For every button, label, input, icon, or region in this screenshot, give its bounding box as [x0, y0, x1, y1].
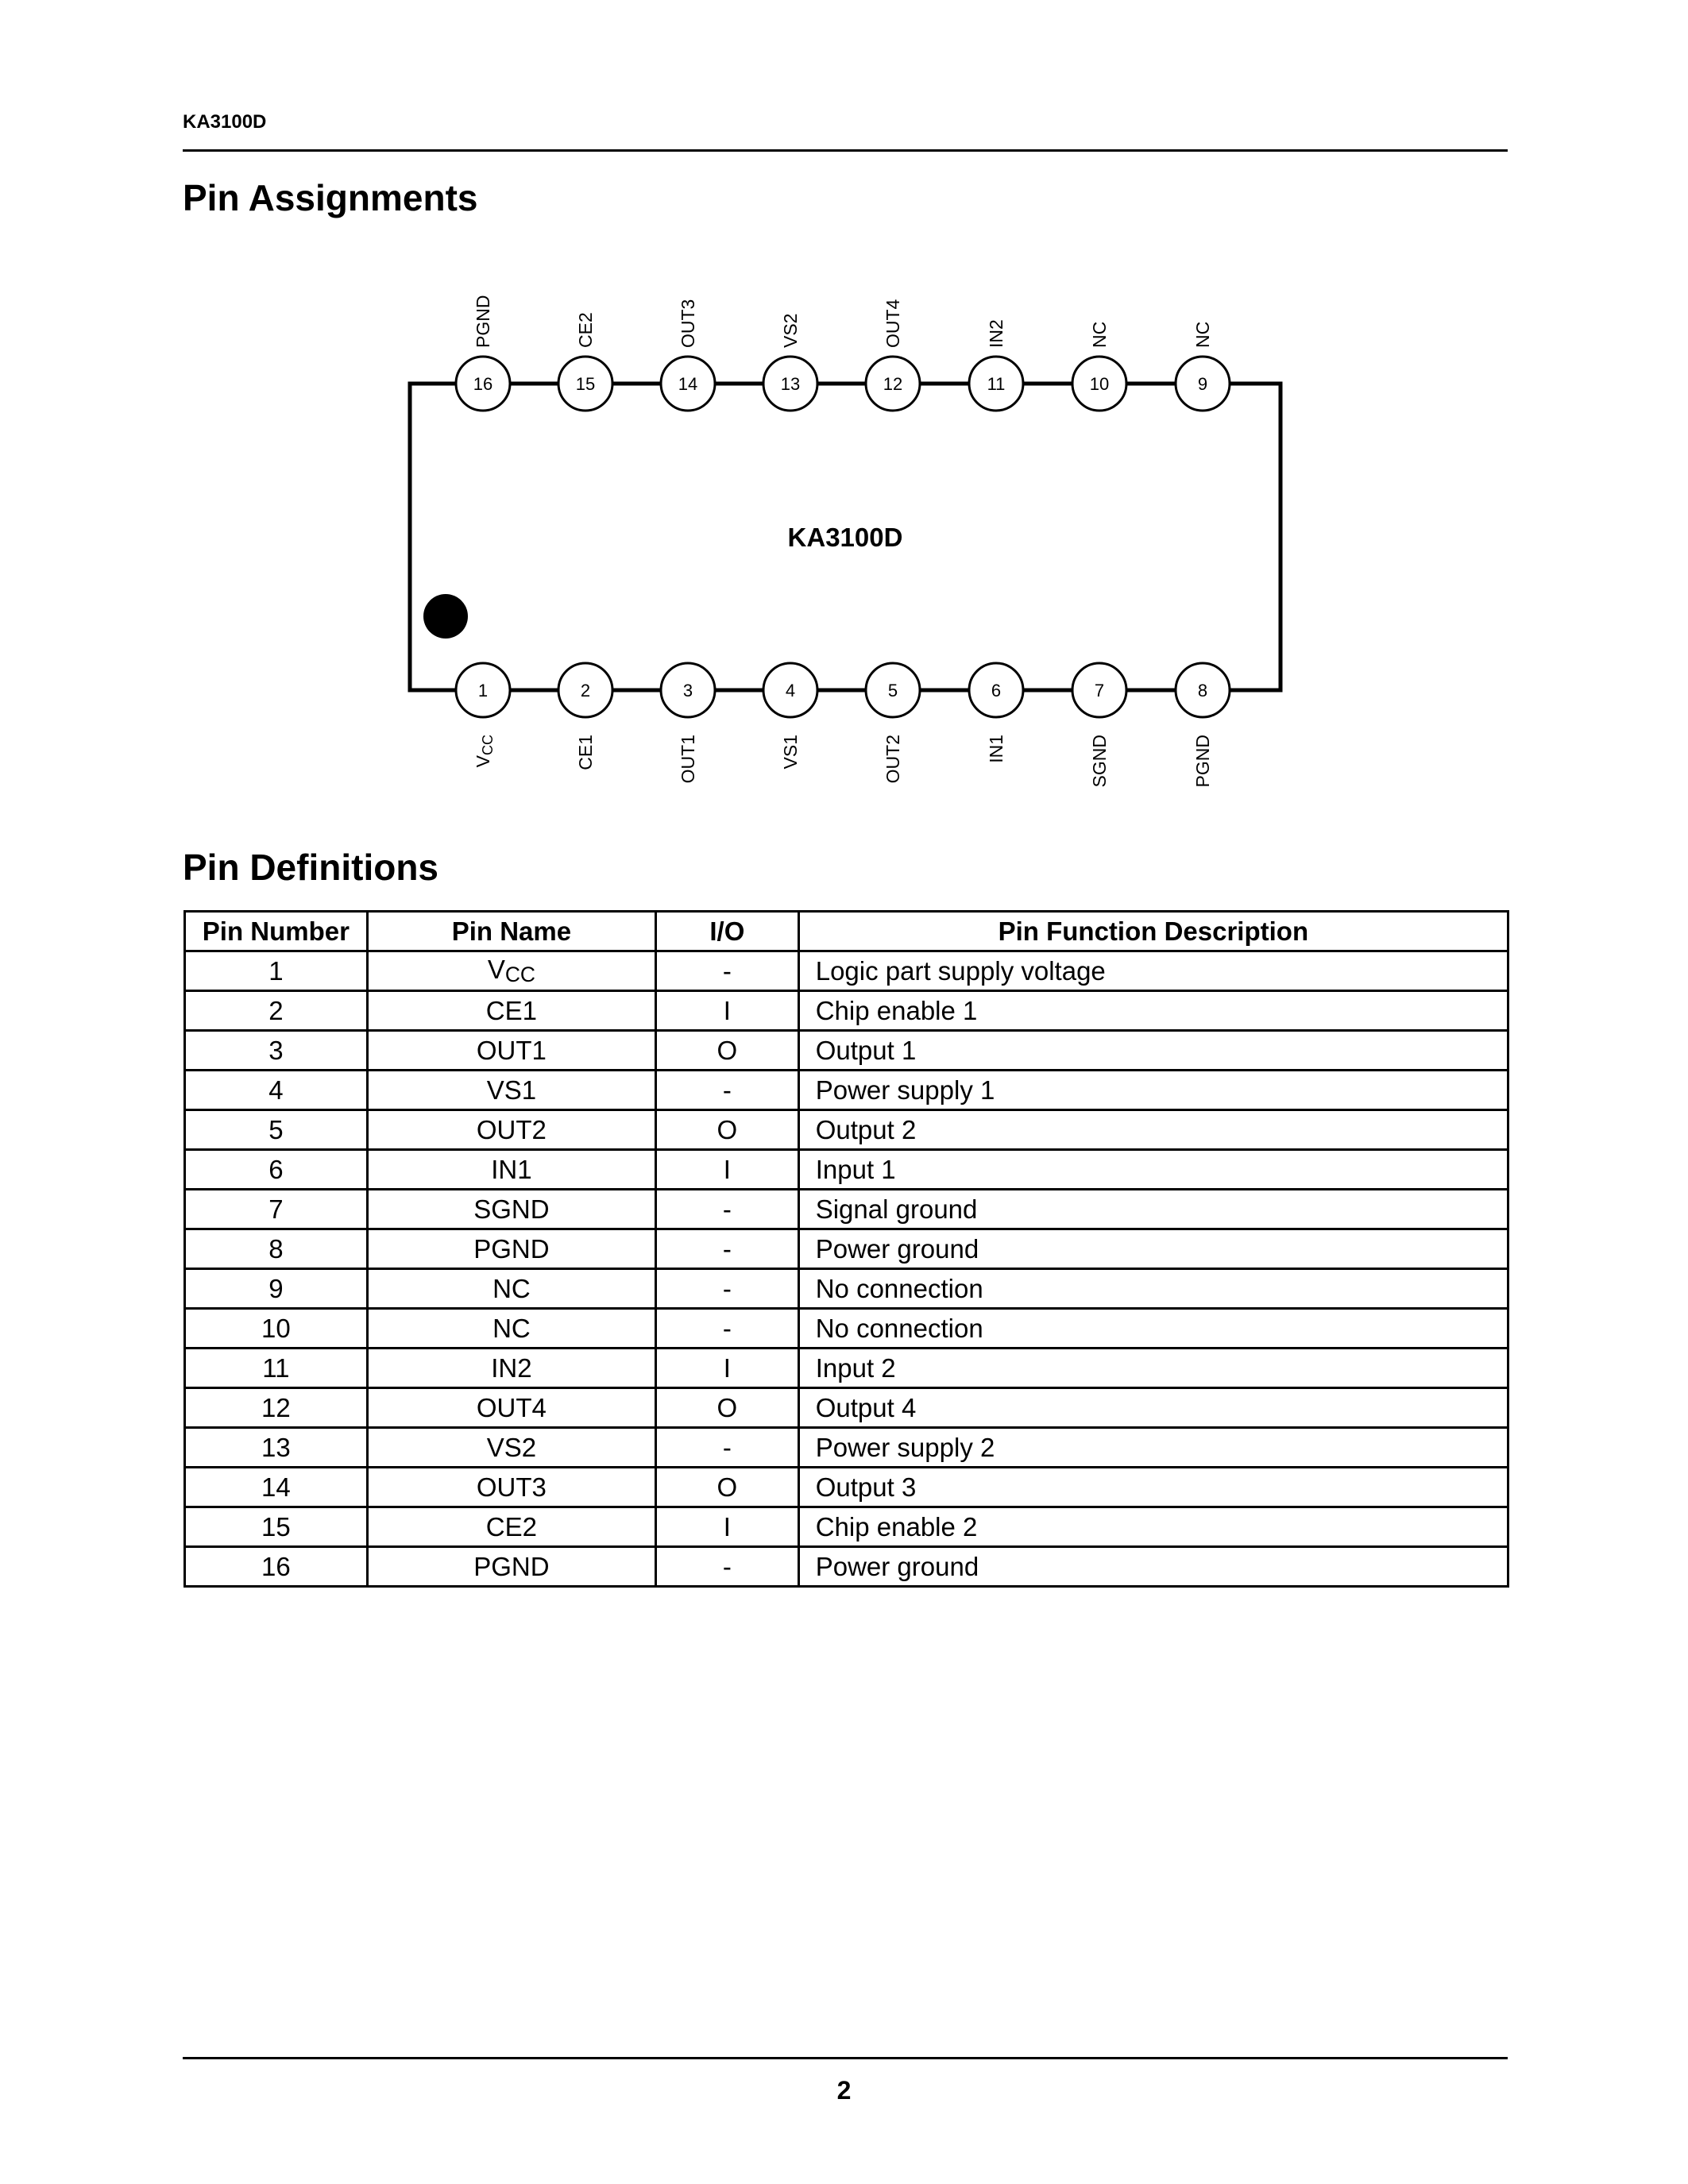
cell-description: Input 2	[798, 1349, 1508, 1388]
pin-name-label: OUT3	[678, 299, 698, 348]
pin-16	[456, 295, 510, 411]
pin-assignment-diagram	[0, 0, 1688, 826]
cell-io: -	[656, 1269, 799, 1309]
cell-pin-name: PGND	[367, 1229, 655, 1269]
cell-pin-number: 8	[185, 1229, 368, 1269]
cell-description: Signal ground	[798, 1190, 1508, 1229]
pin-number-label: 6	[991, 681, 1002, 700]
pin-4	[763, 663, 817, 769]
pin-assignments-title: Pin Assignments	[183, 177, 478, 218]
pin-name-label: NC	[1192, 321, 1213, 348]
cell-description: No connection	[798, 1309, 1508, 1349]
table-row	[185, 1428, 1508, 1468]
bottom-pin-row	[456, 663, 1230, 787]
cell-io: -	[656, 1229, 799, 1269]
pin-name-label: IN1	[986, 735, 1006, 763]
top-pin-row	[456, 295, 1230, 411]
pin-15	[558, 312, 612, 411]
table-row	[185, 1071, 1508, 1110]
cell-io: -	[656, 1547, 799, 1587]
col-header-pin-number: Pin Number	[185, 912, 368, 951]
cell-pin-name: VS1	[367, 1071, 655, 1110]
col-header-pin-name: Pin Name	[367, 912, 655, 951]
cell-pin-number: 6	[185, 1150, 368, 1190]
pin-11	[969, 319, 1023, 411]
pin-6	[969, 663, 1023, 763]
cell-io: -	[656, 1190, 799, 1229]
pin-name-label: VS2	[780, 313, 801, 348]
pin-number-label: 11	[987, 374, 1006, 394]
table-row	[185, 1269, 1508, 1309]
cell-io: I	[656, 1150, 799, 1190]
table-header-row	[185, 912, 1508, 951]
cell-pin-number: 14	[185, 1468, 368, 1507]
pin-number-label: 4	[785, 681, 796, 700]
pin-name-label: PGND	[1192, 735, 1213, 788]
table-row	[185, 1150, 1508, 1190]
cell-io: O	[656, 1110, 799, 1150]
cell-description: Input 1	[798, 1150, 1508, 1190]
cell-io: O	[656, 1388, 799, 1428]
col-header-description: Pin Function Description	[798, 912, 1508, 951]
cell-pin-number: 9	[185, 1269, 368, 1309]
cell-pin-number: 13	[185, 1428, 368, 1468]
pin-number-label: 15	[575, 374, 596, 394]
pin-name-label: OUT4	[883, 299, 903, 348]
cell-io: -	[656, 951, 799, 991]
cell-pin-name: $V_{CC}$	[367, 951, 655, 991]
table-row	[185, 1349, 1508, 1388]
cell-pin-name: OUT3	[367, 1468, 655, 1507]
cell-description: Chip enable 2	[798, 1507, 1508, 1547]
pin-number-label: 13	[780, 374, 801, 394]
cell-pin-number: 16	[185, 1547, 368, 1587]
pin-name-label: PGND	[473, 295, 493, 348]
pin-name-label: NC	[1089, 321, 1110, 348]
cell-description: Power supply 2	[798, 1428, 1508, 1468]
pin-7	[1072, 663, 1126, 787]
table-row	[185, 1190, 1508, 1229]
header-part-number: KA3100D	[183, 111, 267, 133]
cell-description: No connection	[798, 1269, 1508, 1309]
cell-pin-name: NC	[367, 1269, 655, 1309]
pin-3	[661, 663, 715, 783]
pin-definitions-title: Pin Definitions	[183, 847, 438, 888]
pin-name-label: OUT1	[678, 735, 698, 784]
pin-name-label: IN2	[986, 319, 1006, 348]
cell-pin-number: 12	[185, 1388, 368, 1428]
pin-8	[1176, 663, 1230, 787]
pin-definitions-table	[183, 910, 1509, 1588]
cell-description: Power ground	[798, 1547, 1508, 1587]
pin-10	[1072, 322, 1126, 411]
cell-pin-number: 11	[185, 1349, 368, 1388]
cell-pin-number: 2	[185, 991, 368, 1031]
cell-pin-name: OUT2	[367, 1110, 655, 1150]
table-row	[185, 1309, 1508, 1349]
pin-13	[763, 314, 817, 411]
pin-number-label: 3	[682, 681, 693, 700]
pin-number-label: 9	[1197, 374, 1208, 394]
cell-pin-name: CE2	[367, 1507, 655, 1547]
table-row	[185, 1110, 1508, 1150]
cell-pin-number: 1	[185, 951, 368, 991]
cell-io: O	[656, 1468, 799, 1507]
footer-rule	[183, 2057, 1508, 2059]
table-row	[185, 991, 1508, 1031]
cell-pin-name: IN2	[367, 1349, 655, 1388]
cell-io: I	[656, 1507, 799, 1547]
pin1-indicator-dot	[423, 594, 468, 639]
cell-description: Chip enable 1	[798, 991, 1508, 1031]
pin-name-label: CE2	[575, 312, 596, 348]
pin-number-label: 1	[477, 681, 489, 700]
cell-pin-name: VS2	[367, 1428, 655, 1468]
pin-number-label: 5	[887, 681, 898, 700]
cell-pin-number: 5	[185, 1110, 368, 1150]
cell-description: Output 3	[798, 1468, 1508, 1507]
cell-io: I	[656, 991, 799, 1031]
table-row	[185, 1507, 1508, 1547]
pin-number-label: 2	[580, 681, 591, 700]
table-row	[185, 1547, 1508, 1587]
table-row	[185, 951, 1508, 991]
pin-number-label: 10	[1089, 374, 1110, 394]
cell-pin-number: 4	[185, 1071, 368, 1110]
pin-number-label: 14	[678, 374, 698, 394]
pin-12	[866, 299, 920, 411]
cell-pin-name: OUT4	[367, 1388, 655, 1428]
pin-14	[661, 299, 715, 411]
cell-description: Power ground	[798, 1229, 1508, 1269]
pin-name-label: CE1	[575, 735, 596, 770]
pin-9	[1176, 322, 1230, 411]
cell-pin-name: CE1	[367, 991, 655, 1031]
cell-pin-number: 15	[185, 1507, 368, 1547]
cell-pin-name: IN1	[367, 1150, 655, 1190]
page-number: 2	[836, 2076, 852, 2105]
cell-pin-number: 7	[185, 1190, 368, 1229]
pin-name-label: VCC	[473, 735, 496, 768]
table-row	[185, 1031, 1508, 1071]
pin-name-label: SGND	[1089, 735, 1110, 788]
pin-number-label: 8	[1197, 681, 1208, 700]
cell-pin-name: SGND	[367, 1190, 655, 1229]
cell-io: -	[656, 1309, 799, 1349]
pin-2	[558, 663, 612, 770]
pin-number-label: 12	[883, 374, 903, 394]
cell-io: I	[656, 1349, 799, 1388]
cell-description: Power supply 1	[798, 1071, 1508, 1110]
pin-name-label: VS1	[780, 735, 801, 770]
pin-5	[866, 663, 920, 783]
table-row	[185, 1388, 1508, 1428]
pin-1	[456, 663, 510, 767]
cell-pin-number: 3	[185, 1031, 368, 1071]
cell-description: Output 2	[798, 1110, 1508, 1150]
pin-name-label: OUT2	[883, 735, 903, 784]
pin-number-label: 16	[473, 374, 493, 394]
cell-description: Output 1	[798, 1031, 1508, 1071]
cell-description: Output 4	[798, 1388, 1508, 1428]
cell-pin-name: NC	[367, 1309, 655, 1349]
table-row	[185, 1468, 1508, 1507]
cell-pin-name: OUT1	[367, 1031, 655, 1071]
cell-io: -	[656, 1428, 799, 1468]
cell-pin-name: PGND	[367, 1547, 655, 1587]
col-header-io: I/O	[656, 912, 799, 951]
table-row	[185, 1229, 1508, 1269]
pin-number-label: 7	[1094, 681, 1105, 700]
cell-pin-number: 10	[185, 1309, 368, 1349]
cell-description: Logic part supply voltage	[798, 951, 1508, 991]
chip-label: KA3100D	[787, 523, 903, 552]
cell-io: O	[656, 1031, 799, 1071]
cell-io: -	[656, 1071, 799, 1110]
